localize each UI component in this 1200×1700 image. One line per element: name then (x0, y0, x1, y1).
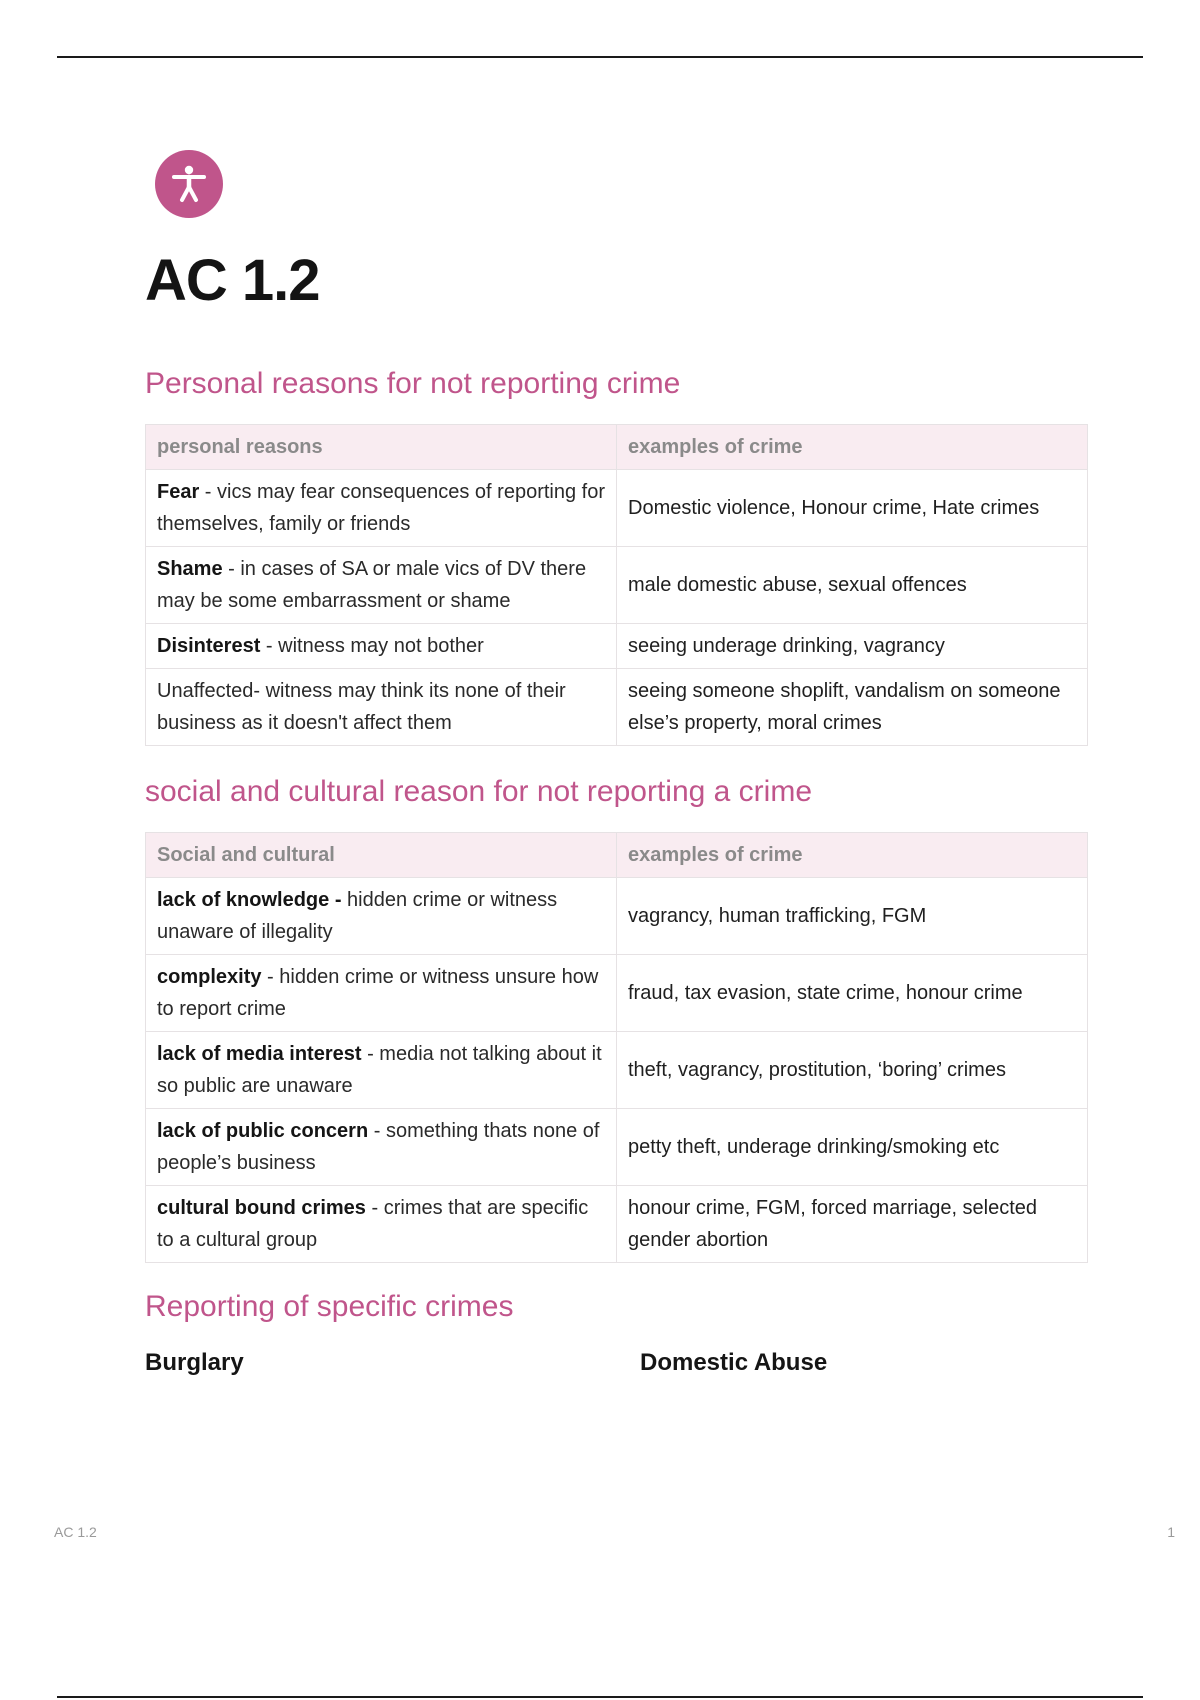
table-row (146, 624, 1088, 669)
table-header-row (146, 833, 1088, 878)
page-title: AC 1.2 (145, 248, 320, 313)
examples-cell: Domestic violence, Honour crime, Hate crimes (617, 470, 1088, 547)
column-header: examples of crime (617, 425, 1088, 470)
examples-cell: seeing underage drinking, vagrancy (617, 624, 1088, 669)
social-cultural-table (145, 832, 1088, 1263)
reason-cell (146, 470, 617, 547)
reason-desc: - witness may not bother (260, 635, 484, 657)
examples-cell: theft, vagrancy, prostitution, ‘boring’ crimes (617, 1032, 1088, 1109)
reason-label: Shame (157, 558, 223, 580)
column-header: examples of crime (617, 833, 1088, 878)
reason-cell (146, 1186, 617, 1263)
table-row (146, 1032, 1088, 1109)
reason-desc: - something thats none of people’s business (157, 1120, 600, 1174)
reason-desc: - vics may fear consequences of reporting for themselves, family or friends (157, 481, 605, 535)
top-rule (57, 56, 1143, 58)
section-heading-personal: Personal reasons for not reporting crime (145, 367, 681, 400)
column-header: Social and cultural (146, 833, 617, 878)
reason-label: lack of knowledge - (157, 889, 342, 911)
table-header-row (146, 425, 1088, 470)
examples-cell: seeing someone shoplift, vandalism on someone else’s property, moral crimes (617, 669, 1088, 746)
reason-label: Disinterest (157, 635, 261, 657)
examples-cell: fraud, tax evasion, state crime, honour crime (617, 955, 1088, 1032)
bottom-rule (57, 1696, 1143, 1698)
reason-desc: - crimes that are specific to a cultural group (157, 1197, 589, 1251)
subheading-burglary: Burglary (145, 1349, 244, 1376)
reason-cell (146, 624, 617, 669)
column-header: personal reasons (146, 425, 617, 470)
examples-cell: vagrancy, human trafficking, FGM (617, 878, 1088, 955)
examples-cell: male domestic abuse, sexual offences (617, 547, 1088, 624)
reason-cell (146, 878, 617, 955)
reporting-subheadings (145, 1349, 1087, 1377)
reason-desc: - media not talking about it so public are unaware (157, 1043, 602, 1097)
subheading-domestic-abuse: Domestic Abuse (640, 1349, 828, 1376)
reason-label: lack of public concern (157, 1120, 369, 1142)
accessibility-icon-glyph (166, 161, 212, 207)
table-row (146, 547, 1088, 624)
reason-label: cultural bound crimes (157, 1197, 366, 1219)
reason-desc: hidden crime or witness unaware of illegality (157, 889, 558, 943)
reason-cell (146, 1109, 617, 1186)
footer-title: AC 1.2 (54, 1524, 97, 1540)
reason-desc: - in cases of SA or male vics of DV there may be some embarrassment or shame (157, 558, 587, 612)
table-row (146, 1109, 1088, 1186)
table-row (146, 955, 1088, 1032)
accessibility-icon (155, 150, 223, 218)
reason-cell (146, 547, 617, 624)
reason-label: complexity (157, 966, 262, 988)
page-number: 1 (1167, 1524, 1175, 1540)
table-row (146, 1186, 1088, 1263)
examples-cell: honour crime, FGM, forced marriage, selected gender abortion (617, 1186, 1088, 1263)
examples-cell: petty theft, underage drinking/smoking etc (617, 1109, 1088, 1186)
section-heading-reporting: Reporting of specific crimes (145, 1290, 514, 1323)
reason-cell (146, 955, 617, 1032)
reason-desc: - hidden crime or witness unsure how to report crime (157, 966, 599, 1020)
table-row (146, 470, 1088, 547)
table-row (146, 669, 1088, 746)
reason-label: lack of media interest (157, 1043, 362, 1065)
table-row (146, 878, 1088, 955)
reason-cell (146, 669, 617, 746)
personal-reasons-table (145, 424, 1088, 746)
page-content (145, 150, 1087, 1377)
reason-desc: Unaffected- witness may think its none of their business as it doesn't affect them (157, 680, 566, 734)
section-heading-social: social and cultural reason for not reporting a crime (145, 775, 813, 808)
reason-cell (146, 1032, 617, 1109)
reason-label: Fear (157, 481, 200, 503)
